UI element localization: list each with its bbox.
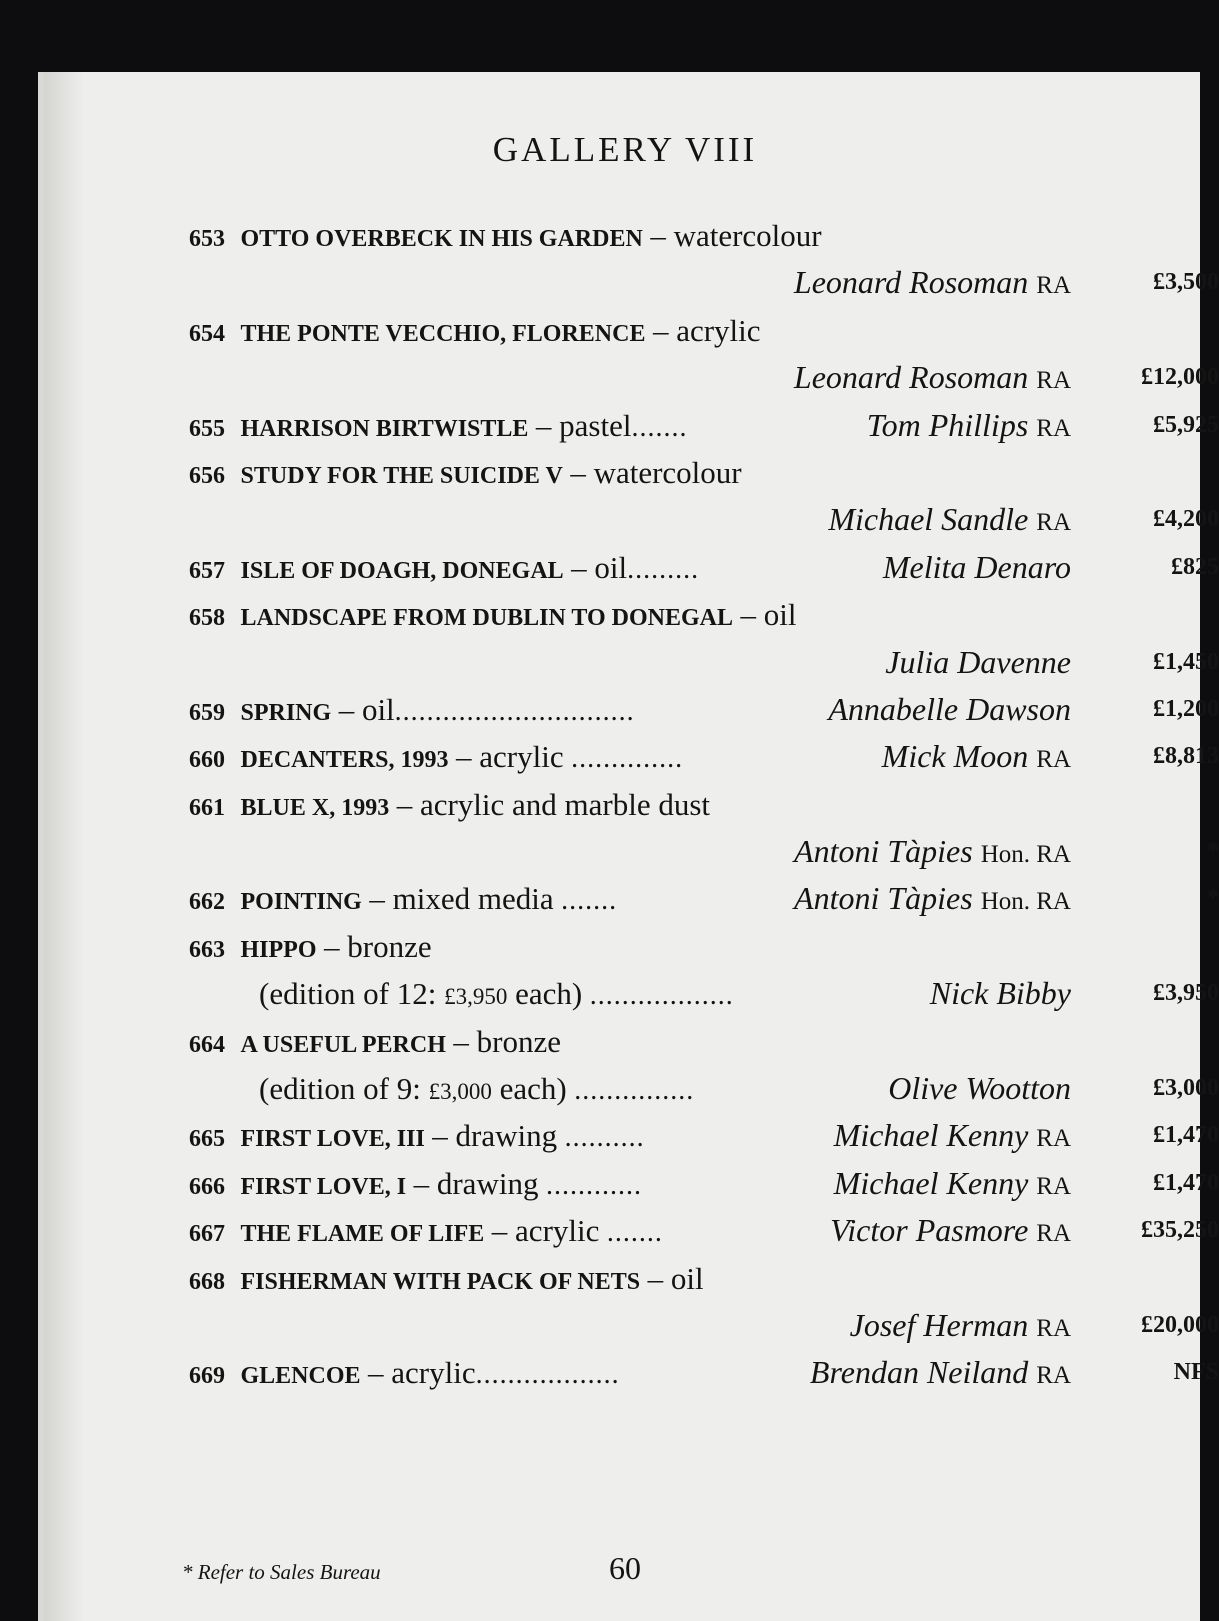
entry-line: [189, 781, 1219, 828]
entry-honor: Hon. RA: [980, 888, 1071, 916]
entry-price: £3,000: [1153, 1075, 1219, 1102]
entry-line: [189, 449, 1219, 496]
entry-title: FISHERMAN WITH PACK OF NETS: [240, 1268, 641, 1295]
entry-medium: – drawing: [432, 1118, 558, 1154]
entry-price: *: [1207, 838, 1219, 865]
entry-honor: RA: [1036, 414, 1071, 442]
entry-artist: Michael Sandle: [828, 501, 1029, 538]
entry-line: [189, 1349, 1219, 1396]
leader-dots: ..................: [475, 1359, 620, 1391]
entry-honor: RA: [1036, 1125, 1071, 1153]
entry-medium: – acrylic: [491, 1213, 600, 1249]
entry-number: 657: [189, 557, 225, 584]
entry-honor: RA: [1036, 272, 1071, 300]
page-number: 60: [609, 1550, 641, 1586]
leader-dots: ..............................: [394, 695, 635, 727]
entry-title: FIRST LOVE, I: [240, 1173, 407, 1200]
entry-price: £3,950: [1153, 980, 1219, 1007]
entry-number: 662: [189, 889, 225, 916]
entry-line: [189, 686, 1219, 733]
edition-price: £3,000: [428, 1079, 492, 1105]
entry-number: 669: [189, 1363, 225, 1390]
entry-line: [189, 496, 1219, 543]
entry-honor: RA: [1036, 509, 1071, 537]
entry-number: 666: [189, 1173, 225, 1200]
entry-artist: Antoni Tàpies: [794, 880, 973, 917]
entry-number: 668: [189, 1268, 225, 1295]
entry-title: FIRST LOVE, III: [240, 1126, 425, 1153]
entry-honor: RA: [1036, 1220, 1071, 1248]
leader-dots: .......: [606, 1217, 663, 1249]
entry-line: [189, 402, 1219, 449]
entry-price: £1,200: [1153, 695, 1219, 722]
entry-line: [189, 1065, 1219, 1112]
entry-honor: RA: [1036, 746, 1071, 774]
entry-number: 656: [189, 462, 225, 489]
entry-artist: Brendan Neiland: [809, 1354, 1029, 1391]
entry-line: [189, 544, 1219, 591]
catalogue-page: [38, 72, 1219, 1621]
entry-medium: – bronze: [453, 1023, 561, 1059]
entry-medium: – watercolour: [570, 454, 742, 490]
entry-artist: Josef Herman: [849, 1306, 1029, 1343]
entry-medium: – acrylic and marble dust: [396, 786, 711, 822]
entry-line: [189, 1018, 1219, 1065]
entry-medium: – drawing: [413, 1165, 539, 1201]
entry-line: [189, 212, 1219, 259]
leader-dots: ..................: [589, 980, 734, 1012]
entry-artist: Michael Kenny: [833, 1164, 1029, 1201]
entry-line: [189, 1302, 1219, 1349]
entry-number: 664: [189, 1031, 225, 1058]
entry-artist: Victor Pasmore: [830, 1212, 1029, 1249]
entry-title: A USEFUL PERCH: [240, 1031, 446, 1058]
entry-title: STUDY FOR THE SUICIDE V: [240, 462, 563, 489]
edition-price: £3,950: [444, 984, 508, 1010]
entry-medium: – acrylic: [456, 739, 564, 775]
entry-number: 659: [189, 699, 225, 726]
entry-honor: RA: [1036, 367, 1071, 395]
edition-suffix: each): [507, 976, 583, 1012]
entry-title: BLUE X, 1993: [240, 794, 390, 821]
entry-price: £4,200: [1153, 506, 1219, 533]
entry-honor: RA: [1036, 1172, 1071, 1200]
entry-title: HIPPO: [240, 936, 317, 963]
entry-number: 660: [189, 747, 225, 774]
leader-dots: ............: [545, 1169, 642, 1201]
entry-title: ISLE OF DOAGH, DONEGAL: [240, 557, 564, 584]
entry-price: £1,470: [1153, 1169, 1219, 1196]
entry-line: [189, 923, 1219, 970]
entry-artist: Melita Denaro: [882, 548, 1071, 585]
entry-medium: – pastel: [535, 407, 632, 443]
entry-honor: RA: [1036, 1362, 1071, 1390]
leader-dots: .......: [561, 885, 618, 917]
entry-title: HARRISON BIRTWISTLE: [240, 415, 529, 442]
entry-price: £20,000: [1141, 1311, 1219, 1338]
entry-medium: – oil: [571, 549, 628, 585]
entry-artist: Mick Moon: [881, 738, 1029, 775]
entry-number: 653: [189, 226, 225, 252]
entry-medium: – mixed media: [369, 881, 554, 917]
entry-medium: – watercolour: [650, 218, 822, 253]
entry-line: [189, 259, 1219, 306]
leader-dots: ..............: [571, 743, 684, 775]
page-gutter-shadow: [44, 72, 84, 1621]
entry-price: NFS: [1173, 1359, 1219, 1386]
leader-dots: .......: [631, 411, 688, 443]
entry-price: £825: [1171, 553, 1219, 580]
entry-number: 658: [189, 605, 225, 632]
entry-price: £12,000: [1141, 364, 1219, 391]
entry-number: 655: [189, 415, 225, 442]
entry-title: POINTING: [240, 889, 362, 916]
entry-line: [189, 733, 1219, 780]
entry-price: £1,450: [1153, 648, 1219, 675]
entry-line: [189, 875, 1219, 922]
entry-honor: Hon. RA: [980, 841, 1071, 869]
leader-dots: .........: [627, 553, 700, 585]
entry-price: £1,470: [1153, 1122, 1219, 1149]
entry-artist: Nick Bibby: [929, 975, 1071, 1012]
entry-line: [189, 970, 1219, 1017]
leader-dots: ...............: [574, 1075, 695, 1107]
entry-line: [189, 591, 1219, 638]
entry-price: £35,250: [1141, 1217, 1219, 1244]
entry-title: OTTO OVERBECK IN HIS GARDEN: [240, 226, 643, 252]
entry-artist: Antoni Tàpies: [794, 833, 973, 870]
entry-artist: Olive Wootton: [888, 1070, 1071, 1107]
entry-title: SPRING: [240, 699, 332, 726]
entry-number: 663: [189, 936, 225, 963]
entry-title: THE PONTE VECCHIO, FLORENCE: [240, 320, 646, 347]
entry-title: GLENCOE: [240, 1363, 361, 1390]
edition-prefix: (edition of 9:: [259, 1071, 429, 1107]
entry-title: THE FLAME OF LIFE: [240, 1221, 485, 1248]
entry-line: [189, 828, 1219, 875]
entry-price: £8,813: [1153, 743, 1219, 770]
entry-line: [189, 354, 1219, 401]
entry-line: [189, 1112, 1219, 1159]
footnote: * Refer to Sales Bureau: [182, 1560, 381, 1584]
entry-title: DECANTERS, 1993: [240, 747, 449, 774]
entry-artist: Julia Davenne: [885, 643, 1071, 680]
entry-medium: – oil: [647, 1260, 704, 1296]
entry-medium: – oil: [740, 597, 797, 633]
entry-medium: – acrylic: [368, 1355, 476, 1391]
entry-artist: Michael Kenny: [833, 1117, 1029, 1154]
leader-dots: ..........: [564, 1122, 645, 1154]
entry-number: 667: [189, 1221, 225, 1248]
entry-medium: – bronze: [324, 928, 432, 964]
entry-artist: Tom Phillips: [866, 406, 1029, 443]
entry-line: [189, 1255, 1219, 1302]
entry-artist: Leonard Rosoman: [793, 359, 1029, 396]
entry-line: [189, 1160, 1219, 1207]
entry-medium: – oil: [338, 691, 395, 727]
entry-number: 654: [189, 320, 225, 347]
entry-price: £5,925: [1153, 411, 1219, 438]
entry-title: LANDSCAPE FROM DUBLIN TO DONEGAL: [240, 605, 734, 632]
entry-number: 661: [189, 794, 225, 821]
entry-price: *: [1207, 885, 1219, 912]
edition-suffix: each): [491, 1071, 567, 1107]
gallery-title: GALLERY VIII: [492, 130, 758, 169]
entry-medium: – acrylic: [652, 312, 761, 348]
entry-artist: Leonard Rosoman: [793, 264, 1029, 301]
entry-honor: RA: [1036, 1314, 1071, 1342]
entry-artist: Annabelle Dawson: [828, 690, 1071, 727]
entry-number: 665: [189, 1126, 225, 1153]
entry-line: [189, 1207, 1219, 1254]
entry-list: [189, 212, 1219, 1397]
entry-line: [189, 307, 1219, 354]
entry-price: £3,500: [1153, 269, 1219, 296]
entry-line: [189, 639, 1219, 686]
edition-prefix: (edition of 12:: [259, 976, 445, 1012]
